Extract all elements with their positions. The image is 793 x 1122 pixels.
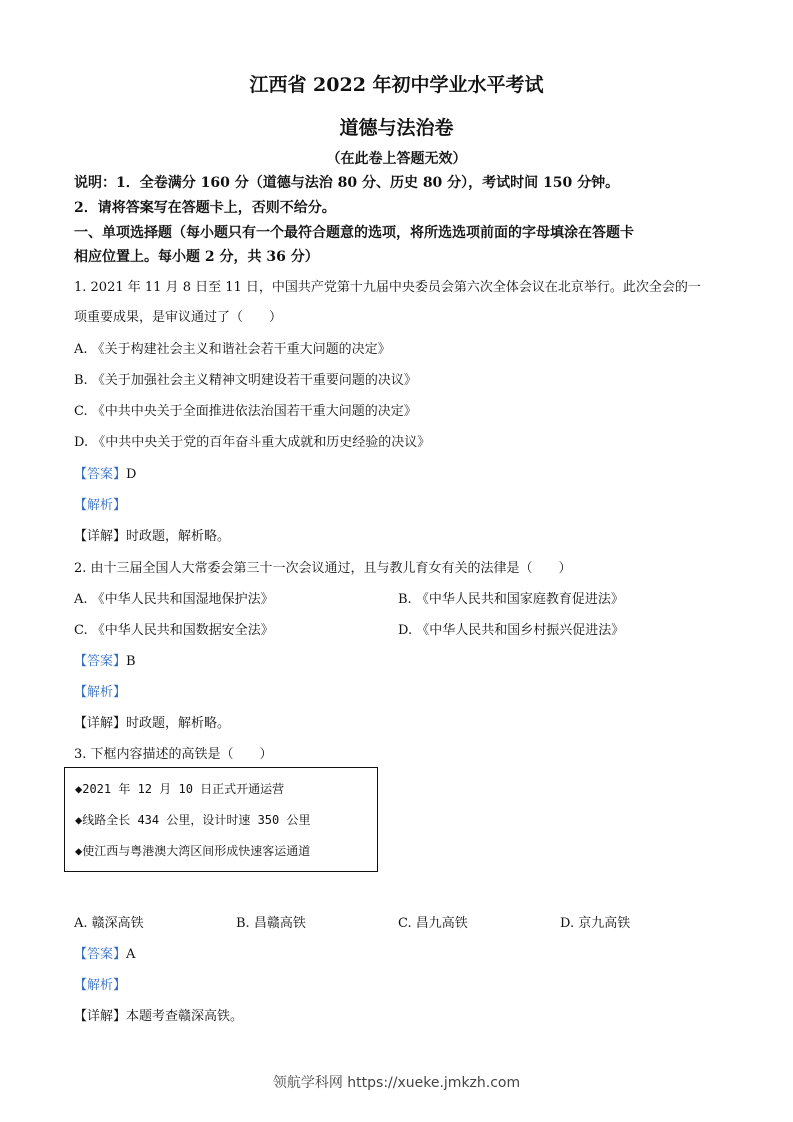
q2-analysis-tag: 【解析】: [74, 685, 127, 700]
q3-stem: 3. 下框内容描述的高铁是（ ）: [74, 747, 273, 762]
answer-tag: 【答案】: [74, 467, 127, 482]
answer-tag: 【答案】: [74, 654, 127, 669]
exam-note: （在此卷上答题无效）: [326, 151, 467, 167]
q1-option-c: C. 《中共中央关于全面推进依法治国若干重大问题的决定》: [74, 404, 417, 419]
q1-stem-line-1: 1. 2021 年 11 月 8 日至 11 日，中国共产党第十九届中央委员会第六次全体会议在北京举行。此次全会的一: [74, 280, 701, 295]
instruction-line-2: 2．请将答案写在答题卡上，否则不给分。: [74, 200, 336, 216]
q1-option-a: A. 《关于构建社会主义和谐社会若干重大问题的决定》: [74, 342, 391, 357]
answer-value: D: [126, 467, 137, 482]
q2-option-d: D. 《中华人民共和国乡村振兴促进法》: [398, 623, 625, 638]
instruction-line-1: 说明：1．全卷满分 160 分（道德与法治 80 分、历史 80 分），考试时间 150 分钟。: [74, 175, 620, 191]
answer-value: A: [126, 947, 136, 962]
q1-option-b: B. 《关于加强社会主义精神文明建设若干重要问题的决议》: [74, 373, 417, 388]
q3-info-box: [64, 767, 378, 872]
q1-answer: [74, 463, 136, 482]
q2-option-b: B. 《中华人民共和国家庭教育促进法》: [398, 592, 624, 607]
section-heading-line-2: 相应位置上。每小题 2 分，共 36 分）: [74, 249, 319, 265]
q1-detail: 【详解】时政题，解析略。: [74, 529, 231, 544]
exam-subtitle: 道德与法治卷: [339, 117, 454, 139]
answer-value: B: [126, 654, 136, 669]
exam-title: 江西省 2022 年初中学业水平考试: [249, 74, 544, 96]
q3-answer: [74, 943, 135, 962]
q2-answer: [74, 650, 136, 669]
q1-analysis-tag: 【解析】: [74, 498, 127, 513]
q3-box-line-2: ◆线路全长 434 公里，设计时速 350 公里: [75, 813, 311, 827]
q3-detail: 【详解】本题考查赣深高铁。: [74, 1009, 244, 1024]
q3-option-b: B. 昌赣高铁: [236, 916, 306, 931]
q3-box-line-1: ◆2021 年 12 月 10 日正式开通运营: [75, 782, 285, 796]
q3-box-line-3: ◆使江西与粤港澳大湾区间形成快速客运通道: [75, 844, 311, 858]
q2-stem: 2. 由十三届全国人大常委会第三十一次会议通过，且与教儿育女有关的法律是（ ）: [74, 561, 572, 576]
q3-option-a: A. 赣深高铁: [74, 916, 144, 931]
q2-option-c: C. 《中华人民共和国数据安全法》: [74, 623, 274, 638]
answer-tag: 【答案】: [74, 947, 127, 962]
q2-detail: 【详解】时政题，解析略。: [74, 716, 231, 731]
q1-option-d: D. 《中共中央关于党的百年奋斗重大成就和历史经验的决议》: [74, 435, 431, 450]
q3-option-d: D. 京九高铁: [560, 916, 631, 931]
section-heading-line-1: 一、单项选择题（每小题只有一个最符合题意的选项，将所选选项前面的字母填涂在答题卡: [74, 225, 634, 241]
q3-analysis-tag: 【解析】: [74, 978, 127, 993]
q3-option-c: C. 昌九高铁: [398, 916, 468, 931]
q2-option-a: A. 《中华人民共和国湿地保护法》: [74, 592, 274, 607]
q1-stem-line-2: 项重要成果，是审议通过了（ ）: [74, 310, 283, 325]
footer-watermark: 领航学科网 https://xueke.jmkzh.com: [272, 1075, 521, 1091]
